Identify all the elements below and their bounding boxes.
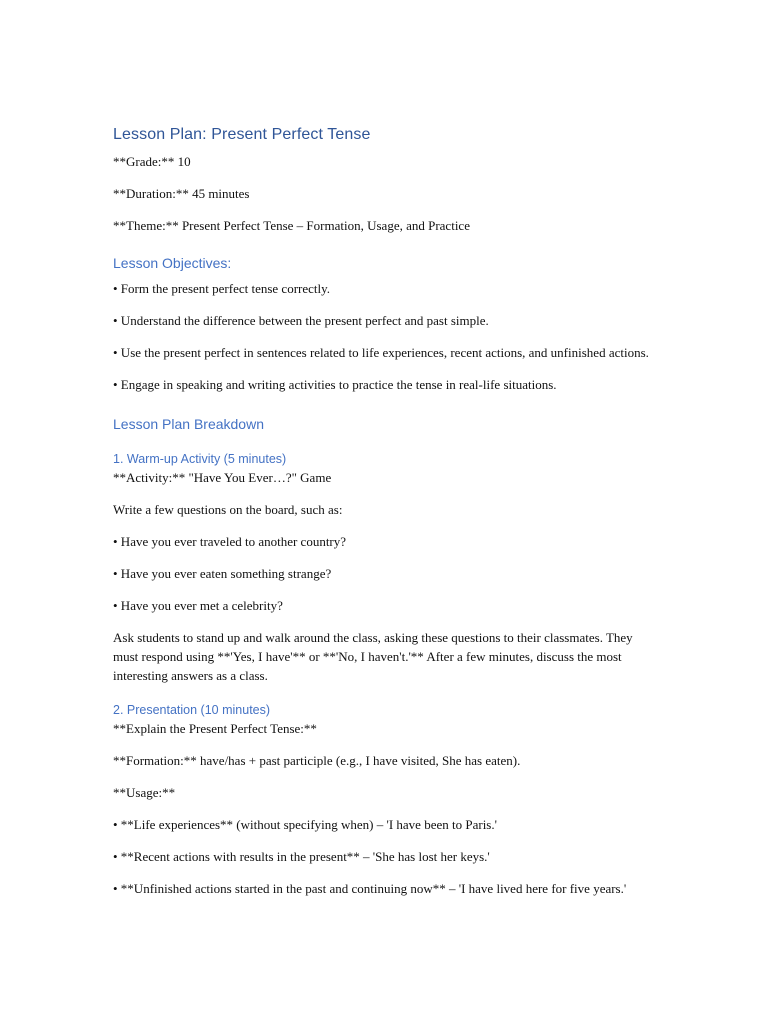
presentation-heading: 2. Presentation (10 minutes) — [113, 703, 271, 717]
warmup-activity: **Activity:** "Have You Ever…?" Game — [113, 470, 332, 485]
theme-line: **Theme:** Present Perfect Tense – Formation, Usage, and Practice — [113, 218, 470, 233]
usage-item: • **Recent actions with results in the present** – 'She has lost her keys.' — [113, 849, 490, 864]
warmup-instructions: Ask students to stand up and walk around the class, asking these questions to their classmates. They must respond using **'Yes, I have'** or **'No, I haven't.'** After a few minutes, discuss the most interesting answers as a class. — [113, 630, 633, 683]
warmup-intro: Write a few questions on the board, such as: — [113, 502, 343, 517]
warmup-heading: 1. Warm-up Activity (5 minutes) — [113, 452, 287, 466]
objective-item: • Form the present perfect tense correctly. — [113, 281, 331, 296]
presentation-usage: **Usage:** — [113, 785, 176, 800]
presentation-explain: **Explain the Present Perfect Tense:** — [113, 721, 317, 736]
document-title: Lesson Plan: Present Perfect Tense — [113, 126, 371, 143]
usage-item: • **Life experiences** (without specifying when) – 'I have been to Paris.' — [113, 817, 497, 832]
warmup-question: • Have you ever eaten something strange? — [113, 566, 332, 581]
document-page — [113, 124, 658, 911]
objective-item: • Engage in speaking and writing activities to practice the tense in real-life situations. — [113, 377, 557, 392]
usage-item: • **Unfinished actions started in the past and continuing now** – 'I have lived here for five years.' — [113, 881, 627, 896]
objectives-heading: Lesson Objectives: — [113, 255, 232, 271]
objective-item: • Use the present perfect in sentences related to life experiences, recent actions, and unfinished actions. — [113, 345, 649, 360]
warmup-question: • Have you ever traveled to another country? — [113, 534, 347, 549]
objective-item: • Understand the difference between the present perfect and past simple. — [113, 313, 489, 328]
warmup-question: • Have you ever met a celebrity? — [113, 598, 283, 613]
presentation-formation: **Formation:** have/has + past participle (e.g., I have visited, She has eaten). — [113, 753, 521, 768]
grade-line: **Grade:** 10 — [113, 154, 191, 169]
breakdown-heading: Lesson Plan Breakdown — [113, 416, 264, 432]
duration-line: **Duration:** 45 minutes — [113, 186, 250, 201]
